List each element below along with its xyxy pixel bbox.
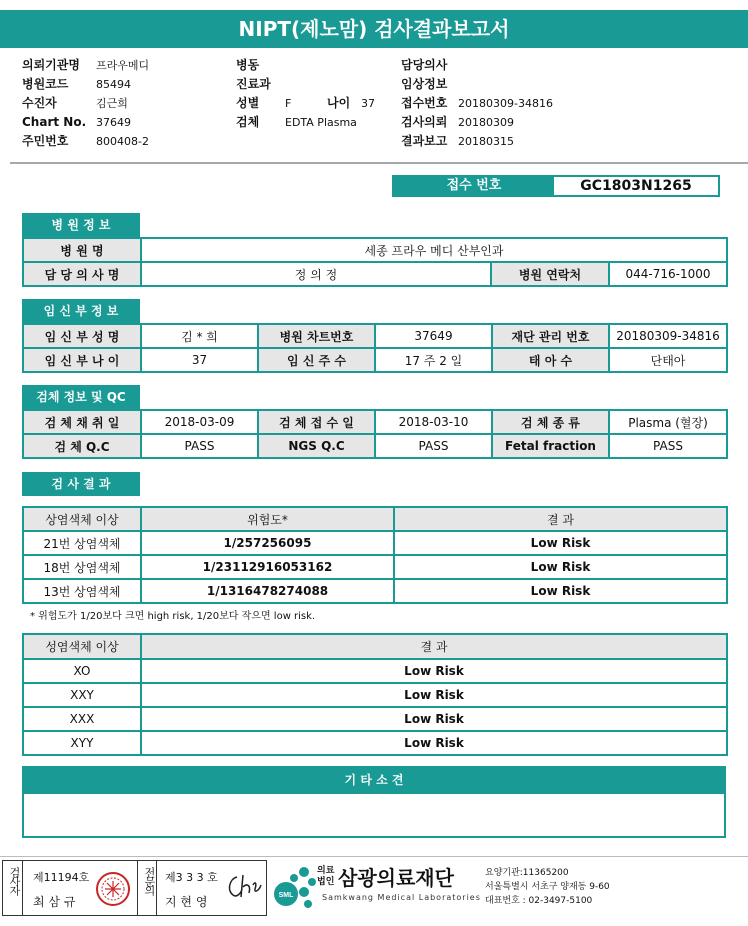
logo-text: SML	[278, 892, 294, 899]
sex-chromosome-name: XYY	[23, 731, 141, 755]
hospital-contact-label: 병원 연락처	[491, 262, 609, 286]
ngs-qc-label: NGS Q.C	[258, 434, 375, 458]
hospital-org-label: 의뢰기관명	[22, 58, 80, 72]
specialist-license: 제3 3 3 호	[165, 871, 218, 884]
mgmt-number-label: 재단 관리 번호	[492, 324, 609, 348]
sex-result-col-header: 결 과	[141, 634, 727, 659]
patient-info-tab: 임 신 부 정 보	[22, 299, 140, 323]
examiner-license: 제11194호	[33, 871, 90, 884]
examiner-vertical-cell	[3, 861, 23, 915]
fetus-count-label: 태 아 수	[492, 348, 609, 372]
chart-number-label: 병원 차트번호	[258, 324, 375, 348]
chart-number-value: 37649	[375, 324, 492, 348]
report-header	[0, 52, 748, 162]
receipt-number-box	[392, 175, 720, 197]
pregnant-name-value: 김 * 희	[141, 324, 258, 348]
autosome-results-table	[22, 506, 728, 604]
hospital-org-value: 프라우메디	[96, 59, 150, 72]
receive-date-value: 2018-03-10	[375, 410, 492, 434]
sex-result-value: Low Risk	[141, 731, 727, 755]
sex-chromosome-col-header: 성염색체 이상	[23, 634, 141, 659]
table-row	[23, 683, 727, 707]
org-type-label	[317, 866, 334, 888]
sex-value: F	[285, 97, 292, 110]
org-name: 삼광의료재단	[338, 866, 454, 890]
result-value: Low Risk	[394, 555, 727, 579]
footer-divider	[0, 856, 748, 857]
header-col-left	[22, 56, 149, 151]
org-english-name: Samkwang Medical Laboratories	[322, 893, 481, 902]
org-code: 요양기관:11365200	[485, 868, 569, 878]
other-findings-body	[22, 794, 726, 838]
specimen-type-value: Plasma (혈장)	[609, 410, 727, 434]
hospital-code-label: 병원코드	[22, 77, 69, 91]
hospital-contact-value: 044-716-1000	[609, 262, 727, 286]
other-findings-header: 기 타 소 견	[22, 766, 726, 794]
clinical-info-label: 임상정보	[401, 77, 448, 91]
sex-chromosome-name: XXX	[23, 707, 141, 731]
ngs-qc-value: PASS	[375, 434, 492, 458]
specimen-type-label: 검 체 종 류	[492, 410, 609, 434]
pregnant-age-label: 임 신 부 나 이	[23, 348, 141, 372]
chromosome-name: 13번 상염색체	[23, 579, 141, 603]
hospital-code-value: 85494	[96, 78, 131, 91]
sex-chromosome-name: XXY	[23, 683, 141, 707]
gestation-value: 17 주 2 일	[375, 348, 492, 372]
table-row	[23, 531, 727, 555]
chart-no-label: Chart No.	[22, 115, 87, 129]
org-tag-line2: 법인	[317, 877, 335, 887]
fetus-count-value: 단태아	[609, 348, 727, 372]
resident-no-label: 주민번호	[22, 134, 69, 148]
result-col-header: 결 과	[394, 507, 727, 531]
sex-result-value: Low Risk	[141, 659, 727, 683]
fetal-fraction-value: PASS	[609, 434, 727, 458]
chromosome-name: 21번 상염색체	[23, 531, 141, 555]
signature-box	[2, 860, 267, 916]
ward-label: 병동	[236, 58, 260, 72]
specimen-info-table	[22, 409, 728, 459]
header-col-right	[401, 56, 553, 151]
pregnant-age-value: 37	[141, 348, 258, 372]
chromosome-name: 18번 상염색체	[23, 555, 141, 579]
specimen-label: 검체	[236, 115, 260, 129]
risk-value: 1/23112916053162	[141, 555, 394, 579]
result-value: Low Risk	[394, 531, 727, 555]
risk-value: 1/1316478274088	[141, 579, 394, 603]
sex-chromosome-name: XO	[23, 659, 141, 683]
org-phone: 대표번호 : 02-3497-5100	[485, 896, 593, 906]
sex-result-value: Low Risk	[141, 683, 727, 707]
receipt-number-label: 접수 번호	[394, 177, 554, 195]
sex-label: 성별	[236, 96, 260, 110]
report-date-value: 20180315	[458, 135, 514, 148]
collect-date-label: 검 체 채 취 일	[23, 410, 141, 434]
patient-info-table	[22, 323, 728, 373]
examiner-name: 최 삼 규	[33, 895, 76, 909]
doctor-label: 담당의사	[401, 58, 448, 72]
specimen-qc-value: PASS	[141, 434, 258, 458]
chart-no-value: 37649	[96, 116, 131, 129]
autosome-col-header: 상염색체 이상	[23, 507, 141, 531]
accession-value: 20180309-34816	[458, 97, 553, 110]
risk-col-header: 위험도*	[141, 507, 394, 531]
resident-no-value: 800408-2	[96, 135, 149, 148]
table-row	[23, 579, 727, 603]
risk-footnote: * 위험도가 1/20보다 크면 high risk, 1/20보다 작으면 low risk.	[30, 611, 316, 622]
pregnant-name-label: 임 신 부 성 명	[23, 324, 141, 348]
header-col-middle	[236, 56, 375, 132]
specimen-info-tab: 검체 정보 및 QC	[22, 385, 140, 409]
specialist-vertical-label: 전문의	[143, 867, 156, 894]
sml-logo-icon	[272, 862, 320, 914]
patient-value: 김근희	[96, 97, 128, 110]
examiner-seal-icon	[95, 871, 131, 907]
collect-date-value: 2018-03-09	[141, 410, 258, 434]
request-date-value: 20180309	[458, 116, 514, 129]
receipt-number-value: GC1803N1265	[554, 177, 718, 195]
results-tab: 검 사 결 과	[22, 472, 140, 496]
age-label: 나이	[327, 96, 351, 110]
org-address: 서울특별시 서초구 양재동 9-60	[485, 882, 610, 892]
sex-chromosome-results-table	[22, 633, 728, 756]
doctor-name-label: 담 당 의 사 명	[23, 262, 141, 286]
specialist-signature-icon	[225, 871, 263, 903]
hospital-name-value: 세종 프라우 메디 산부인과	[141, 238, 727, 262]
age-value: 37	[361, 97, 375, 110]
doctor-name-value: 정 의 정	[141, 262, 491, 286]
table-row	[23, 707, 727, 731]
sex-result-value: Low Risk	[141, 707, 727, 731]
report-title: NIPT(제노맘) 검사결과보고서	[0, 10, 748, 48]
mgmt-number-value: 20180309-34816	[609, 324, 727, 348]
hospital-info-table	[22, 237, 728, 287]
specialist-name: 지 현 영	[165, 895, 208, 909]
result-value: Low Risk	[394, 579, 727, 603]
receive-date-label: 검 체 접 수 일	[258, 410, 375, 434]
specimen-value: EDTA Plasma	[285, 116, 357, 129]
table-row	[23, 555, 727, 579]
risk-value: 1/257256095	[141, 531, 394, 555]
gestation-label: 임 신 주 수	[258, 348, 375, 372]
table-row	[23, 659, 727, 683]
patient-label: 수진자	[22, 96, 57, 110]
specialist-vertical-cell	[137, 861, 157, 915]
examiner-vertical-label: 검사자	[8, 867, 21, 894]
request-date-label: 검사의뢰	[401, 115, 448, 129]
header-divider	[10, 162, 748, 164]
fetal-fraction-label: Fetal fraction	[492, 434, 609, 458]
report-date-label: 결과보고	[401, 134, 448, 148]
accession-label: 접수번호	[401, 96, 448, 110]
org-contact-info	[485, 866, 610, 908]
specimen-qc-label: 검 체 Q.C	[23, 434, 141, 458]
table-row	[23, 731, 727, 755]
org-tag-line1: 의료	[317, 866, 335, 876]
dept-label: 진료과	[236, 77, 271, 91]
hospital-info-tab: 병 원 정 보	[22, 213, 140, 237]
hospital-name-label: 병 원 명	[23, 238, 141, 262]
